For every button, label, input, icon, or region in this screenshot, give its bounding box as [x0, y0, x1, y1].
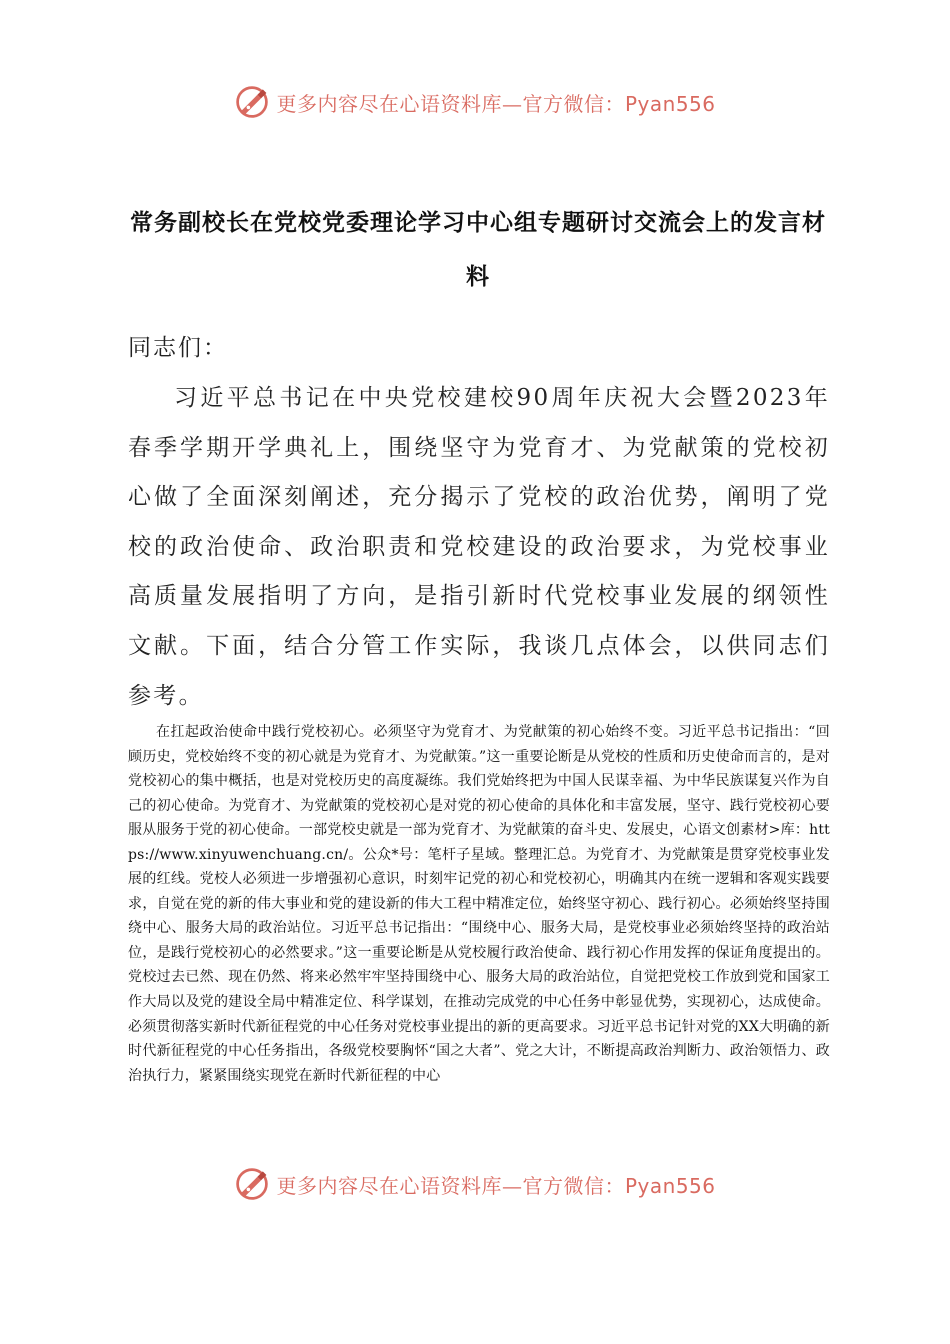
- salutation: 同志们：: [128, 335, 228, 361]
- header-watermark-banner: [0, 80, 950, 124]
- watermark-dash: —: [501, 91, 523, 116]
- watermark-site-text: 更多内容尽在心语资料库: [276, 1173, 502, 1198]
- watermark-wechat-id: Pyan556: [624, 1173, 716, 1198]
- watermark-wechat-label: 官方微信：: [522, 91, 625, 116]
- intro-paragraph: 习近平总书记在中央党校建校90周年庆祝大会暨2023年春季学期开学典礼上，围绕坚守为党育才、为党献策的党校初心做了全面深刻阐述，充分揭示了党校的政治优势，阐明了党校的政治使命、政治职责和党校建设的政治要求，为党校事业高质量发展指明了方向，是指引新时代党校事业发展的纲领性文献。下面，结合分管工作实际，我谈几点体会，以供同志们参考。: [128, 385, 830, 709]
- watermark-wechat-label: 官方微信：: [522, 1173, 625, 1198]
- watermark-text: [276, 88, 715, 117]
- pen-nib-logo-icon: [234, 84, 270, 120]
- body-paragraph: 在扛起政治使命中践行党校初心。必须坚守为党育才、为党献策的初心始终不变。习近平总书记指出：“回顾历史，党校始终不变的初心就是为党育才、为党献策。”这一重要论断是从党校的性质和历史使命而言的，是对党校初心的集中概括，也是对党校历史的高度凝练。我们党始终把为中国人民谋幸福、为中华民族谋复兴作为自己的初心使命。为党育才、为党献策的党校初心是对党的初心使命的具体化和丰富发展，坚守、践行党校初心要服从服务于党的初心使命。一部党校史就是一部为党育才、为党献策的奋斗史、发展史，心语文创素材>库：https://www.xinyuwenchuang.cn/。公众*号：笔杆子星域。整理汇总。为党育才、为党献策是贯穿党校事业发展的红线。党校人必须进一步增强初心意识，时刻牢记党的初心和党校初心，明确其内在统一逻辑和客观实践要求，自觉在党的新的伟大事业和党的建设新的伟大工程中精准定位，始终坚守初心、践行初心。必须始终坚持围绕中心、服务大局的政治站位。习近平总书记指出：“围绕中心、服务大局，是党校事业必须始终坚持的政治站位，是践行党校初心的必然要求。”这一重要论断是从党校履行政治使命、践行初心作用发挥的保证角度提出的。党校过去已然、现在仍然、将来必然牢牢坚持围绕中心、服务大局的政治站位，自觉把党校工作放到党和国家工作大局以及党的建设全局中精准定位、科学谋划，在推动完成党的中心任务中彰显优势，实现初心，达成使命。必须贯彻落实新时代新征程党的中心任务对党校事业提出的新的更高要求。习近平总书记针对党的XX大明确的新时代新征程党的中心任务指出，各级党校要胸怀“国之大者”、党之大计，不断提高政治判断力、政治领悟力、政治执行力，紧紧围绕实现党在新时代新征程的中心: [128, 724, 830, 1084]
- watermark-wechat-id: Pyan556: [624, 91, 716, 116]
- watermark-text: [276, 1170, 715, 1199]
- watermark-site-text: 更多内容尽在心语资料库: [276, 91, 502, 116]
- watermark-dash: —: [501, 1173, 523, 1198]
- document-title: 常务副校长在党校党委理论学习中心组专题研讨交流会上的发言材料: [130, 210, 826, 290]
- footer-watermark-banner: [0, 1162, 950, 1206]
- pen-nib-logo-icon: [234, 1166, 270, 1202]
